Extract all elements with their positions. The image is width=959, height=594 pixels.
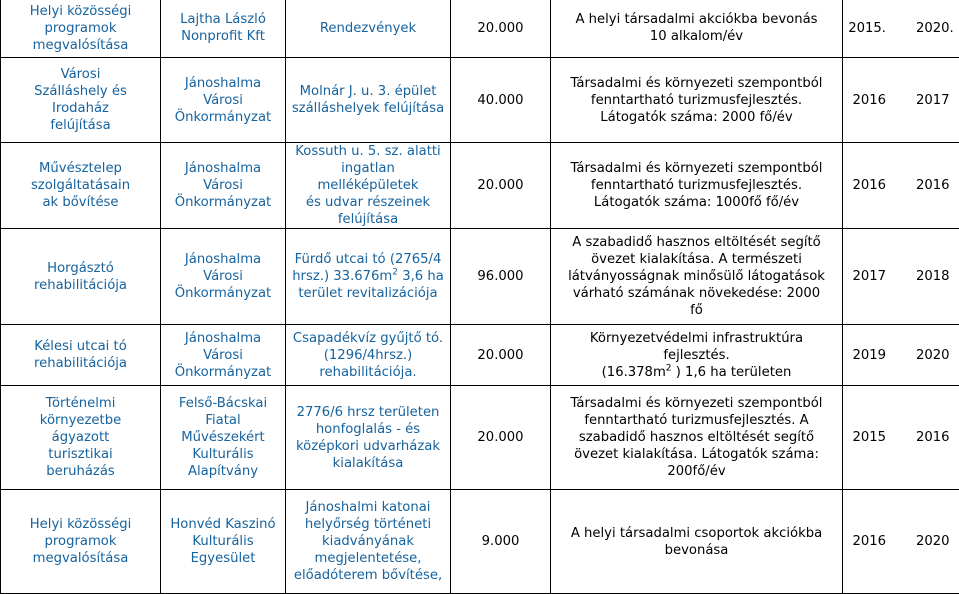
table-row — [1, 386, 959, 490]
goal-text-cont: ) 1,6 ha területen — [672, 365, 792, 380]
goal-cell: A helyi társadalmi akciókba bevonás 10 alkalom/év — [551, 0, 843, 58]
activity-cell: Csapadékvíz gyűjtő tó. (1296/4hrsz.) rehabilitációja. — [286, 325, 451, 386]
years-cell — [843, 0, 959, 58]
year-end: 2020 — [916, 533, 950, 550]
owner-cell: Lajtha László Nonprofit Kft — [161, 0, 286, 58]
years-cell — [843, 386, 959, 490]
goal-cell: A szabadidő hasznos eltöltését segítő övezet kialakítása. A természeti látványosságnak minősülő látogatások várható számának növekedése: 2000 fő — [551, 229, 843, 325]
years-cell — [843, 58, 959, 143]
year-end: 2020 — [916, 347, 950, 364]
year-end: 2016 — [916, 177, 950, 194]
table-row — [1, 490, 959, 594]
amount-cell: 20.000 — [451, 143, 551, 229]
owner-cell: Honvéd Kaszinó Kulturális Egyesület — [161, 490, 286, 594]
owner-cell: Jánoshalma Városi Önkormányzat — [161, 58, 286, 143]
amount-cell: 20.000 — [451, 0, 551, 58]
table-row — [1, 143, 959, 229]
goal-cell: Társadalmi és környezeti szempontból fenntartható turizmusfejlesztés. A szabadidő hasznos eltöltését segítő övezet kialakítása. Látogatók száma: 200fő/év — [551, 386, 843, 490]
project-name-cell: Városi Szálláshely és Irodaház felújítása — [1, 58, 161, 143]
goal-cell — [551, 325, 843, 386]
amount-cell: 96.000 — [451, 229, 551, 325]
project-name-cell: Kélesi utcai tó rehabilitációja — [1, 325, 161, 386]
year-end: 2017 — [916, 92, 950, 109]
activity-cell: Jánoshalmi katonai helyőrség történeti kiadványának megjelentetése, előadóterem bővítése, — [286, 490, 451, 594]
goal-cell: Társadalmi és környezeti szempontból fenntartható turizmusfejlesztés. Látogatók száma: 2000 fő/év — [551, 58, 843, 143]
project-name-cell: Horgásztó rehabilitációja — [1, 229, 161, 325]
year-end: 2018 — [916, 268, 950, 285]
year-end: 2020. — [916, 20, 954, 37]
activity-cell: Rendezvények — [286, 0, 451, 58]
activity-cell: Kossuth u. 5. sz. alatti ingatlan melléképületek és udvar részeinek felújítása — [286, 143, 451, 229]
year-start: 2015 — [852, 429, 886, 446]
superscript: 2 — [392, 268, 398, 278]
year-start: 2015. — [848, 20, 886, 37]
amount-cell: 20.000 — [451, 386, 551, 490]
activity-cell — [286, 229, 451, 325]
year-start: 2016 — [852, 92, 886, 109]
table-row — [1, 0, 959, 58]
table-row — [1, 325, 959, 386]
years-cell — [843, 490, 959, 594]
project-name-cell: Történelmi környezetbe ágyazott turisztikai beruházás — [1, 386, 161, 490]
goal-cell: A helyi társadalmi csoportok akciókba bevonása — [551, 490, 843, 594]
goal-text: Környezetvédelmi infrastruktúra fejlesztés. (16.378m — [590, 331, 803, 380]
project-name-cell: Művésztelep szolgáltatásain ak bővítése — [1, 143, 161, 229]
goal-cell: Társadalmi és környezeti szempontból fenntartható turizmusfejlesztés. Látogatók száma: 1000fő fő/év — [551, 143, 843, 229]
year-end: 2016 — [916, 429, 950, 446]
owner-cell: Felső-Bácskai Fiatal Művészekért Kulturális Alapítvány — [161, 386, 286, 490]
amount-cell: 20.000 — [451, 325, 551, 386]
year-start: 2019 — [852, 347, 886, 364]
amount-cell: 40.000 — [451, 58, 551, 143]
owner-cell: Jánoshalma Városi Önkormányzat — [161, 325, 286, 386]
activity-text: Fürdő utcai tó (2765/4 hrsz.) 33.676m — [292, 252, 441, 284]
table-row — [1, 229, 959, 325]
project-name-cell: Helyi közösségi programok megvalósítása — [1, 490, 161, 594]
project-name-cell: Helyi közösségi programok megvalósítása — [1, 0, 161, 58]
year-start: 2016 — [852, 533, 886, 550]
year-start: 2017 — [852, 268, 886, 285]
activity-text-cont: 3,6 ha terület revitalizációja — [298, 269, 443, 301]
owner-cell: Jánoshalma Városi Önkormányzat — [161, 229, 286, 325]
amount-cell: 9.000 — [451, 490, 551, 594]
superscript: 2 — [666, 363, 672, 373]
years-cell — [843, 229, 959, 325]
activity-cell: Molnár J. u. 3. épület szálláshelyek felújítása — [286, 58, 451, 143]
year-start: 2016 — [852, 177, 886, 194]
activity-cell: 2776/6 hrsz területen honfoglalás - és középkori udvarházak kialakítása — [286, 386, 451, 490]
owner-cell: Jánoshalma Városi Önkormányzat — [161, 143, 286, 229]
years-cell — [843, 325, 959, 386]
table-row — [1, 58, 959, 143]
years-cell — [843, 143, 959, 229]
